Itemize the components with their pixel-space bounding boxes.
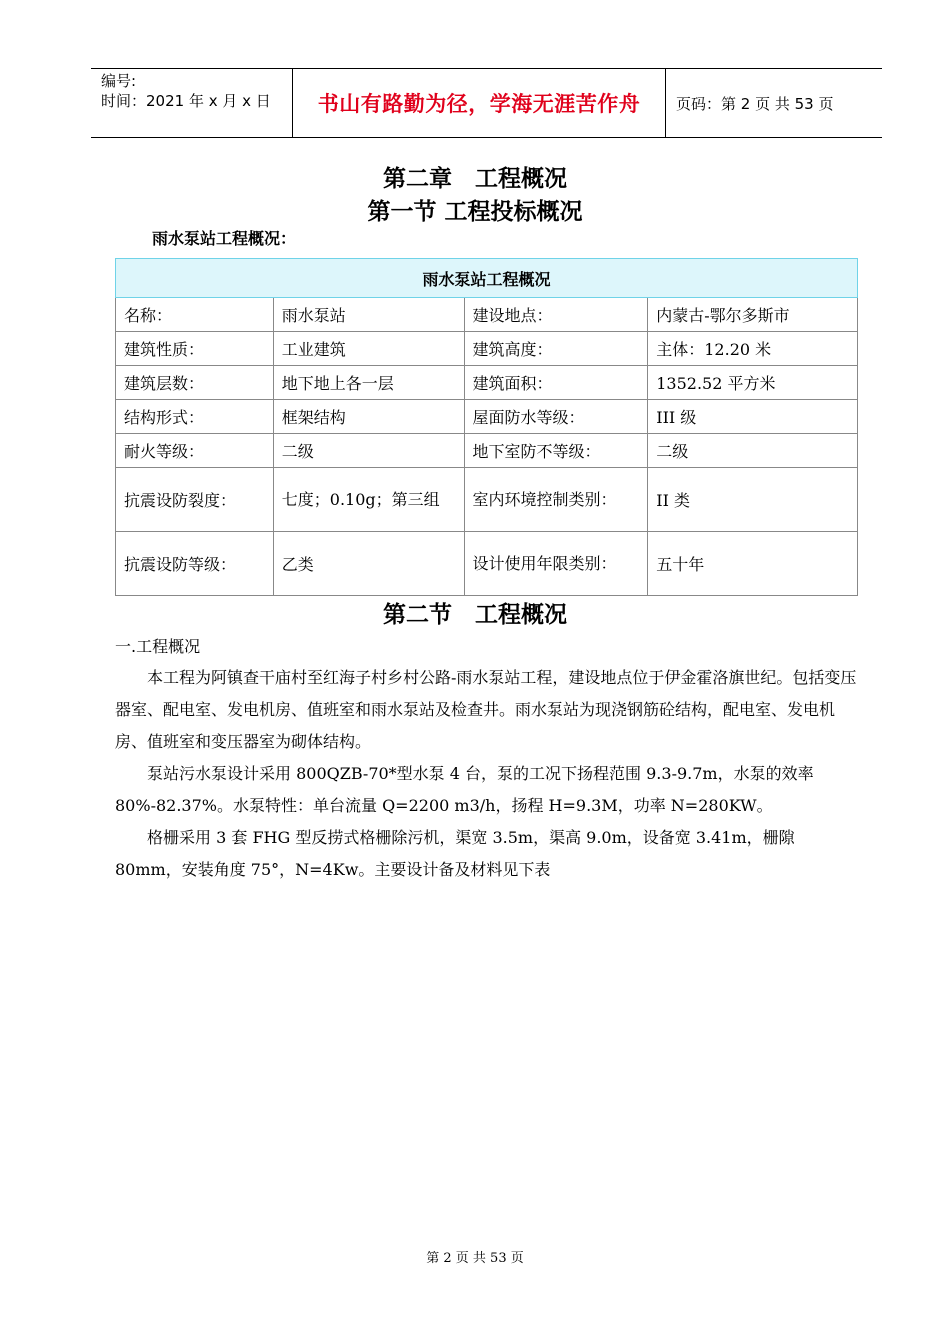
page-footer: 第 2 页 共 53 页 <box>426 1251 524 1266</box>
code-label: 编号: <box>101 72 137 90</box>
page-info: 页码：第 2 页 共 53 页 <box>676 94 834 113</box>
cell-label: 建筑层数： <box>116 366 274 400</box>
table-row <box>116 400 858 434</box>
table-row <box>116 332 858 366</box>
header-meta <box>91 69 291 137</box>
table-row <box>116 468 858 532</box>
cell-value: 二级 <box>273 434 464 468</box>
header-motto-cell <box>292 69 666 137</box>
cell-label: 抗震设防等级： <box>116 532 274 596</box>
cell-label: 地下室防不等级： <box>464 434 648 468</box>
item-heading: 一.工程概况 <box>115 637 201 656</box>
cell-value: 五十年 <box>648 532 858 596</box>
section1-title: 第一节 工程投标概况 <box>367 199 583 225</box>
table-row <box>116 532 858 596</box>
cell-label: 屋面防水等级： <box>464 400 648 434</box>
cell-label: 建筑面积： <box>464 366 648 400</box>
cell-label: 建筑性质： <box>116 332 274 366</box>
project-info-table <box>115 258 858 596</box>
cell-value: 内蒙古-鄂尔多斯市 <box>648 298 858 332</box>
cell-value: 主体：12.20 米 <box>648 332 858 366</box>
cell-label: 设计使用年限类别： <box>464 532 648 596</box>
cell-value: III 级 <box>648 400 858 434</box>
cell-value: 二级 <box>648 434 858 468</box>
cell-value: II 类 <box>648 468 858 532</box>
cell-label: 抗震设防裂度： <box>116 468 274 532</box>
cell-value: 七度；0.10g；第三组 <box>273 468 464 532</box>
time-label: 时间：2021 年 x 月 x 日 <box>101 92 271 110</box>
cell-label: 名称： <box>116 298 274 332</box>
motto: 书山有路勤为径，学海无涯苦作舟 <box>317 92 641 116</box>
header-page-cell <box>666 69 882 137</box>
paragraph-2: 泵站污水泵设计采用 800QZB-70*型水泵 4 台，泵的工况下扬程范围 9.3-9.7m，水泵的效率 80%-82.37%。水泵特性：单台流量 Q=2200 m3/h，扬程 H=9.3M，功率 N=280KW。 <box>115 764 814 815</box>
cell-label: 建筑高度： <box>464 332 648 366</box>
cell-label: 结构形式： <box>116 400 274 434</box>
table-row <box>116 298 858 332</box>
cell-value: 1352.52 平方米 <box>648 366 858 400</box>
paragraph-3: 格栅采用 3 套 FHG 型反捞式格栅除污机，渠宽 3.5m，渠高 9.0m，设备宽 3.41m，栅隙 80mm，安装角度 75°，N=4Kw。主要设计备及材料见下表 <box>115 828 795 879</box>
table-row <box>116 366 858 400</box>
cell-value: 地下地上各一层 <box>273 366 464 400</box>
cell-label: 建设地点： <box>464 298 648 332</box>
cell-label: 耐火等级： <box>116 434 274 468</box>
page-header <box>91 68 882 138</box>
table-intro: 雨水泵站工程概况： <box>152 229 297 248</box>
section2-title: 第二节 工程概况 <box>383 602 567 628</box>
cell-value: 乙类 <box>273 532 464 596</box>
cell-value: 框架结构 <box>273 400 464 434</box>
table-row <box>116 434 858 468</box>
cell-value: 雨水泵站 <box>273 298 464 332</box>
cell-label: 室内环境控制类别： <box>464 468 648 532</box>
table-caption: 雨水泵站工程概况 <box>116 259 858 298</box>
chapter-title: 第二章 工程概况 <box>383 166 567 192</box>
paragraph-1: 本工程为阿镇查干庙村至红海子村乡村公路-雨水泵站工程，建设地点位于伊金霍洛旗世纪。包括变压器室、配电室、发电机房、值班室和雨水泵站及检查井。雨水泵站为现浇钢筋砼结构，配电室、发电机房、值班室和变压器室为砌体结构。 <box>115 668 857 751</box>
cell-value: 工业建筑 <box>273 332 464 366</box>
